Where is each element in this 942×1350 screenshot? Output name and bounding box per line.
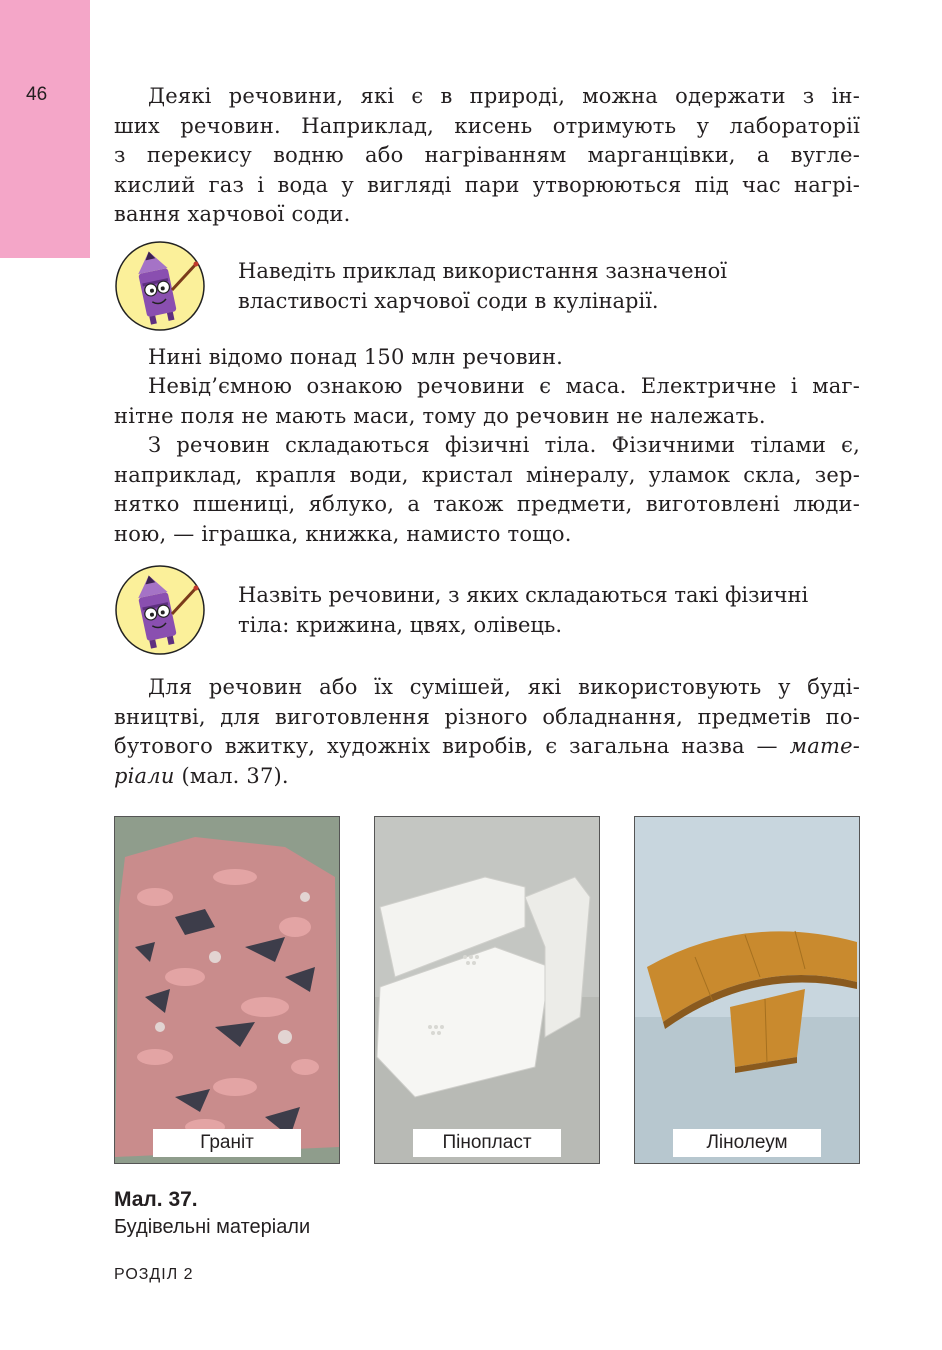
paragraph-3: [114, 372, 860, 431]
text-line: Наведіть приклад використання зазначеної: [238, 259, 727, 283]
photo-granite: [114, 816, 340, 1164]
paragraph-5: [114, 673, 860, 791]
text-line: тіла: крижина, цвях, олівець.: [238, 613, 563, 637]
text-line: Для речовин або їх сумішей, які використовують у буді-: [148, 675, 860, 699]
text-line: наприклад, крапля води, кристал мінералу, уламок скла, зер-: [114, 462, 860, 487]
text-line: кислий газ і вода у вигляді пари утворюються під час нагрі-: [114, 172, 860, 197]
text-line: ною, — іграшка, книжка, намисто тощо.: [114, 521, 572, 546]
granite-image: [115, 817, 340, 1164]
question-1: [238, 256, 860, 316]
photo-linoleum: [634, 816, 860, 1164]
photo-label: Лінолеум: [673, 1129, 821, 1157]
text-line: Невід’ємною ознакою речовини є маса. Електричне і маг-: [148, 374, 860, 398]
text-line: вництві, для виготовлення різного обладнання, предметів по-: [114, 704, 860, 729]
photo-label: Граніт: [153, 1129, 301, 1157]
polystyrene-image: [375, 817, 600, 1164]
pencil-teacher-icon: [114, 240, 206, 332]
paragraph-4: [114, 431, 860, 549]
section-footer: РОЗДІЛ 2: [114, 1266, 194, 1283]
text-line: Деякі речовини, які є в природі, можна одержати з ін-: [148, 84, 860, 108]
term-materials: мате-: [789, 734, 860, 758]
text-line: [114, 732, 860, 762]
text-line: з перекису водню або нагріванням марганцівки, а вугле-: [114, 143, 860, 167]
page-number: 46: [26, 84, 48, 105]
pencil-teacher-icon: [114, 564, 206, 656]
text-line: З речовин складаються фізичні тіла. Фізичними тілами є,: [148, 433, 860, 457]
text-line: ших речовин. Наприклад, кисень отримують у лабораторії: [114, 113, 860, 138]
text-line: нітне поля не мають маси, тому до речовин не належать.: [114, 403, 766, 428]
text-line: Назвіть речовини, з яких складаються такі фізичні: [238, 583, 809, 607]
linoleum-image: [635, 817, 860, 1164]
text-line: властивості харчової соди в кулінарії.: [238, 289, 659, 313]
photo-polystyrene: [374, 816, 600, 1164]
text-line: вання харчової соди.: [114, 202, 351, 226]
figure-caption-text: Будівельні матеріали: [114, 1216, 311, 1238]
paragraph-1: [114, 82, 860, 230]
term-materials: ріали: [114, 763, 175, 788]
text-line: нятко пшениці, яблуко, а також предмети, виготовлені люди-: [114, 492, 860, 516]
text-segment: (мал. 37).: [174, 763, 289, 788]
figure-caption-title: Мал. 37.: [114, 1188, 198, 1211]
photo-label: Пінопласт: [413, 1129, 561, 1157]
question-2: [238, 580, 860, 640]
paragraph-2: [114, 343, 860, 373]
page-tab: [0, 0, 90, 258]
text-line: [114, 762, 860, 792]
text-segment: бутового вжитку, художніх виробів, є загальна назва —: [114, 734, 790, 758]
text-line: Нині відомо понад 150 млн речовин.: [148, 345, 564, 369]
